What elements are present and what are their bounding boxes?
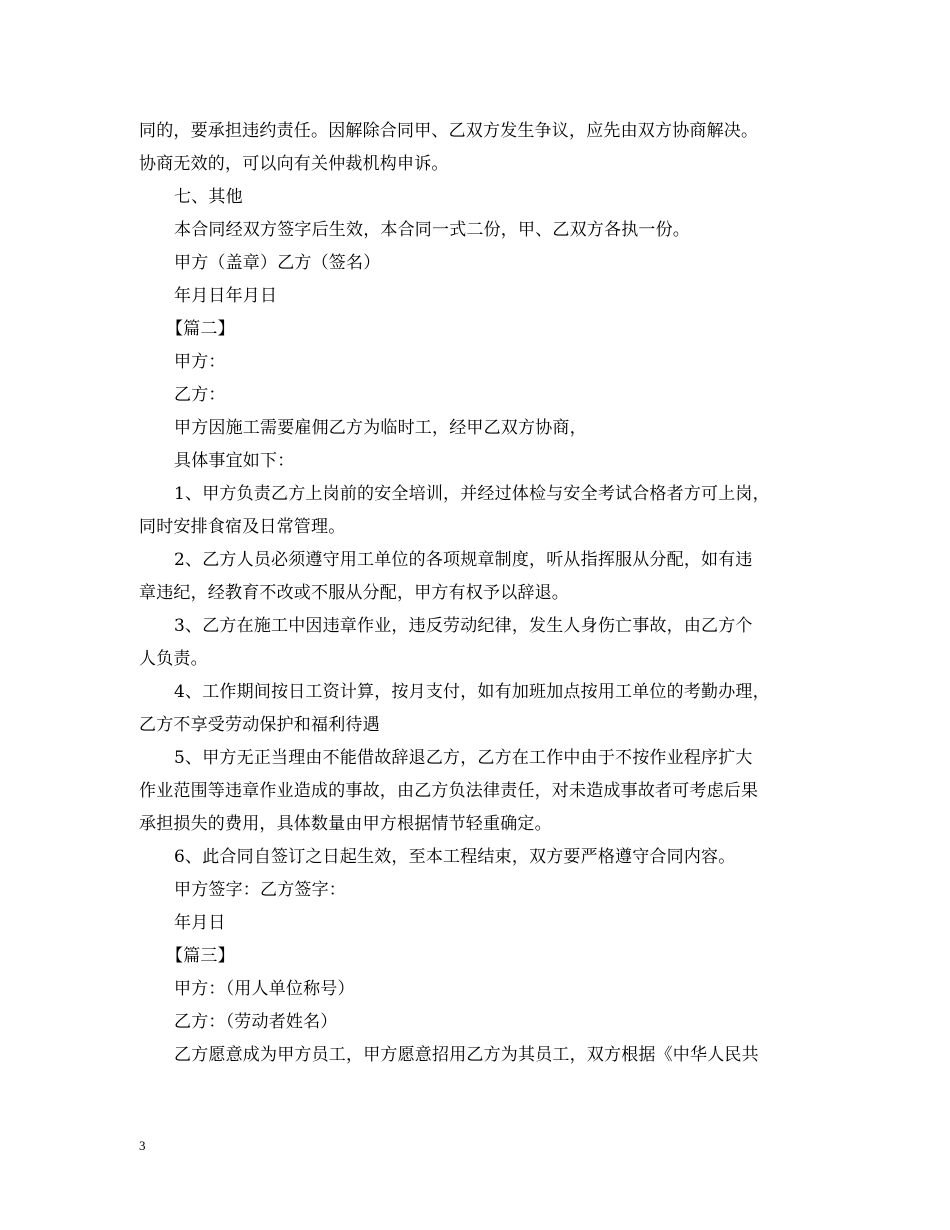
page-number: 3 <box>139 1138 146 1153</box>
text-line: 5、甲方无正当理由不能借故辞退乙方，乙方在工作中由于不按作业程序扩大 <box>174 748 753 768</box>
text-line: 乙方：（劳动者姓名） <box>174 1012 338 1032</box>
text-line: 作业范围等违章作业造成的事故，由乙方负法律责任，对未造成事故者可考虑后果 <box>139 781 759 801</box>
text-line: 6、此合同自签订之日起生效，至本工程结束，双方要严格遵守合同内容。 <box>174 847 736 867</box>
text-line: 同的，要承担违约责任。因解除合同甲、乙双方发生争议，应先由双方协商解决。 <box>139 121 759 141</box>
text-line: 年月日 <box>174 913 226 933</box>
text-line: 甲方因施工需要雇佣乙方为临时工，经甲乙双方协商， <box>174 418 587 438</box>
text-line: 甲方签字：乙方签字： <box>174 880 346 900</box>
text-line: 3、乙方在施工中因违章作业，违反劳动纪律，发生人身伤亡事故，由乙方个 <box>174 616 753 636</box>
text-line: 同时安排食宿及日常管理。 <box>139 517 346 537</box>
text-line: 甲方：（用人单位称号） <box>174 979 355 999</box>
text-line: 乙方： <box>174 385 226 405</box>
text-line: 人负责。 <box>139 649 208 669</box>
text-line: 甲方（盖章）乙方（签名） <box>174 253 381 273</box>
text-line: 乙方愿意成为甲方员工，甲方愿意招用乙方为其员工，双方根据《中华人民共 <box>174 1045 759 1065</box>
text-line: 本合同经双方签字后生效，本合同一式二份，甲、乙双方各执一份。 <box>174 220 690 240</box>
text-line: 具体事宜如下： <box>174 451 295 471</box>
text-line: 乙方不享受劳动保护和福利待遇 <box>139 715 380 735</box>
text-line: 【篇二】 <box>166 319 235 339</box>
text-line: 七、其他 <box>174 187 243 207</box>
text-line: 甲方： <box>174 352 226 372</box>
text-line: 2、乙方人员必须遵守用工单位的各项规章制度，听从指挥服从分配，如有违 <box>174 550 753 570</box>
text-line: 协商无效的，可以向有关仲裁机构申诉。 <box>139 154 449 174</box>
text-line: 年月日年月日 <box>174 286 278 306</box>
text-line: 章违纪，经教育不改或不服从分配，甲方有权予以辞退。 <box>139 583 569 603</box>
document-body <box>139 115 819 1072</box>
text-line: 【篇三】 <box>166 946 235 966</box>
text-line: 4、工作期间按日工资计算，按月支付，如有加班加点按用工单位的考勤办理， <box>174 682 770 702</box>
text-line: 承担损失的费用，具体数量由甲方根据情节轻重确定。 <box>139 814 552 834</box>
text-line: 1、甲方负责乙方上岗前的安全培训，并经过体检与安全考试合格者方可上岗， <box>174 484 770 504</box>
